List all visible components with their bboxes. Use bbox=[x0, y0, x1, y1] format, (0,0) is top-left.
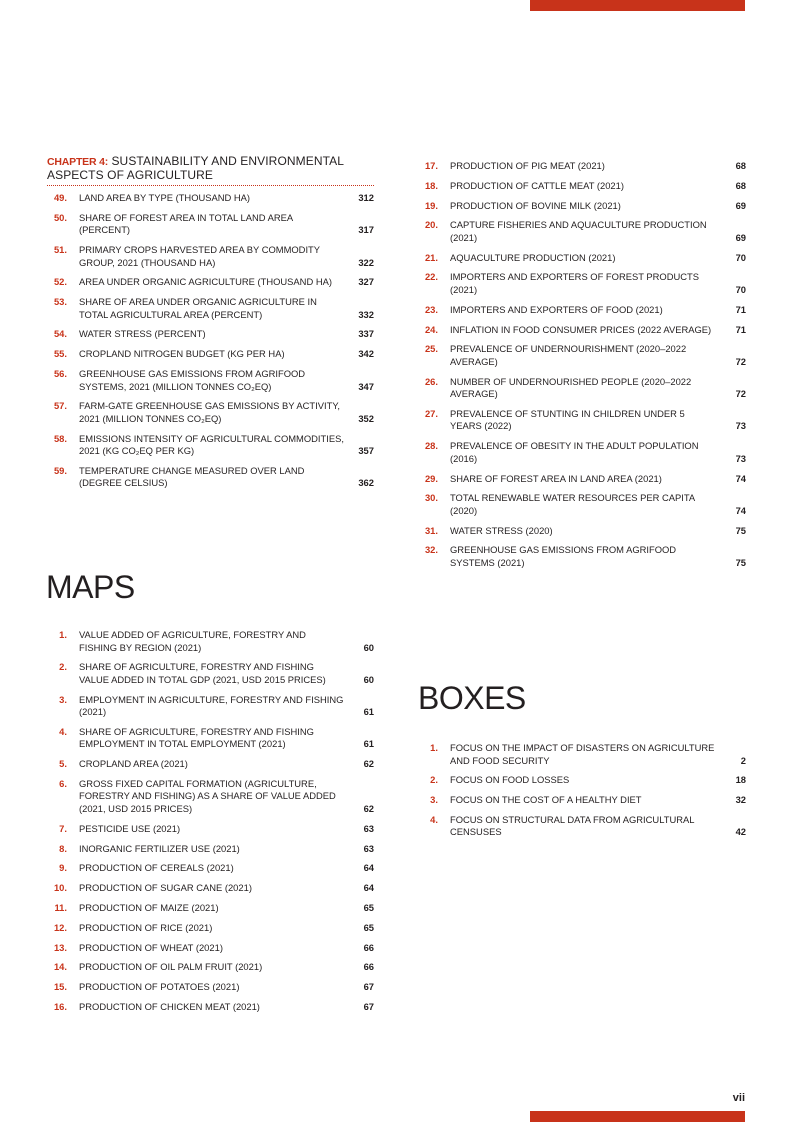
entry-page-number: 71 bbox=[735, 303, 746, 315]
entry-page-number: 60 bbox=[363, 673, 374, 685]
entry-page-number: 70 bbox=[735, 251, 746, 263]
entry-page-number: 74 bbox=[735, 472, 746, 484]
entry-page-number: 71 bbox=[735, 323, 746, 335]
entry-page-number: 2 bbox=[740, 754, 746, 766]
entry-title: SHARE OF AREA UNDER ORGANIC AGRICULTURE IN TOTAL AGRICULTURAL AREA (PERCENT) bbox=[79, 296, 317, 320]
entry-title: PRODUCTION OF OIL PALM FRUIT (2021) bbox=[79, 961, 263, 973]
toc-entry[interactable] bbox=[47, 400, 374, 425]
entry-page-number: 62 bbox=[363, 802, 374, 814]
entry-number: 10. bbox=[53, 882, 67, 894]
entry-number: 2. bbox=[59, 661, 67, 673]
toc-entry[interactable] bbox=[418, 304, 746, 317]
toc-entry[interactable] bbox=[418, 343, 746, 368]
boxes-heading: BOXES bbox=[418, 680, 526, 716]
toc-entry[interactable] bbox=[418, 180, 746, 193]
entry-title: GROSS FIXED CAPITAL FORMATION (AGRICULTURE, FORESTRY AND FISHING) AS A SHARE OF VALUE ADDED (2021, USD 2015 PRICES) bbox=[79, 777, 336, 814]
toc-entry[interactable] bbox=[47, 296, 374, 321]
toc-entry[interactable] bbox=[47, 758, 374, 771]
entry-title: PRIMARY CROPS HARVESTED AREA BY COMMODITY GROUP, 2021 (THOUSAND HA) bbox=[79, 244, 320, 268]
entry-title: FOCUS ON THE IMPACT OF DISASTERS ON AGRICULTURE AND FOOD SECURITY bbox=[450, 742, 715, 766]
entry-title: FOCUS ON THE COST OF A HEALTHY DIET bbox=[450, 794, 642, 806]
toc-entry[interactable] bbox=[418, 160, 746, 173]
toc-entry[interactable] bbox=[47, 726, 374, 751]
entry-page-number: 63 bbox=[363, 842, 374, 854]
entry-number: 1. bbox=[59, 629, 67, 640]
entry-number: 13. bbox=[53, 941, 67, 953]
entry-number: 8. bbox=[59, 842, 67, 854]
entry-title: PRODUCTION OF CHICKEN MEAT (2021) bbox=[79, 1000, 260, 1012]
entry-number: 26. bbox=[424, 375, 438, 387]
entry-number: 52. bbox=[53, 276, 67, 288]
entry-number: 32. bbox=[424, 544, 438, 556]
entry-number: 2. bbox=[430, 774, 438, 786]
toc-entry[interactable] bbox=[47, 862, 374, 875]
entry-number: 7. bbox=[59, 822, 67, 834]
entry-title: FARM-GATE GREENHOUSE GAS EMISSIONS BY ACTIVITY, 2021 (MILLION TONNES CO₂EQ) bbox=[79, 400, 340, 424]
entry-title: CROPLAND NITROGEN BUDGET (KG PER HA) bbox=[79, 348, 285, 360]
entry-number: 28. bbox=[424, 440, 438, 452]
chapter-4-heading bbox=[47, 155, 374, 186]
toc-entry[interactable] bbox=[47, 942, 374, 955]
toc-entry[interactable] bbox=[418, 525, 746, 538]
entry-title: GREENHOUSE GAS EMISSIONS FROM AGRIFOOD SYSTEMS, 2021 (MILLION TONNES CO₂EQ) bbox=[79, 368, 306, 392]
toc-entry[interactable] bbox=[47, 694, 374, 719]
maps-list-left bbox=[47, 629, 374, 1021]
entry-page-number: 61 bbox=[363, 706, 374, 718]
entry-page-number: 69 bbox=[735, 231, 746, 243]
entry-page-number: 32 bbox=[735, 794, 746, 806]
boxes-entry-list bbox=[418, 742, 746, 839]
entry-page-number: 72 bbox=[735, 388, 746, 400]
entry-page-number: 60 bbox=[363, 641, 374, 653]
toc-entry[interactable] bbox=[418, 271, 746, 296]
toc-entry[interactable] bbox=[418, 774, 746, 787]
entry-number: 17. bbox=[424, 160, 438, 171]
entry-number: 3. bbox=[430, 794, 438, 806]
toc-entry[interactable] bbox=[418, 544, 746, 569]
bottom-accent-bar bbox=[530, 1111, 745, 1122]
entry-page-number: 66 bbox=[363, 941, 374, 953]
entry-page-number: 73 bbox=[735, 420, 746, 432]
entry-number: 24. bbox=[424, 323, 438, 335]
entry-title: EMISSIONS INTENSITY OF AGRICULTURAL COMMODITIES, 2021 (KG CO₂EQ PER KG) bbox=[79, 432, 344, 457]
entry-page-number: 42 bbox=[735, 826, 746, 838]
entry-title: SHARE OF FOREST AREA IN LAND AREA (2021) bbox=[450, 472, 662, 484]
entry-page-number: 362 bbox=[358, 477, 374, 489]
entry-number: 1. bbox=[430, 742, 438, 753]
entry-title: PRODUCTION OF RICE (2021) bbox=[79, 921, 213, 933]
toc-entry[interactable] bbox=[47, 348, 374, 361]
entry-number: 22. bbox=[424, 271, 438, 283]
toc-entry[interactable] bbox=[47, 328, 374, 341]
entry-title: PESTICIDE USE (2021) bbox=[79, 822, 181, 834]
entry-title: PRODUCTION OF CEREALS (2021) bbox=[79, 862, 234, 874]
entry-page-number: 18 bbox=[735, 774, 746, 786]
toc-entry[interactable] bbox=[47, 961, 374, 974]
boxes-list bbox=[418, 742, 746, 846]
entry-number: 20. bbox=[424, 219, 438, 231]
entry-title: PRODUCTION OF CATTLE MEAT (2021) bbox=[450, 179, 624, 191]
toc-entry[interactable] bbox=[418, 473, 746, 486]
toc-entry[interactable] bbox=[418, 492, 746, 517]
entry-number: 5. bbox=[59, 758, 67, 770]
entry-number: 51. bbox=[53, 244, 67, 256]
entry-number: 29. bbox=[424, 472, 438, 484]
entry-title: FOCUS ON STRUCTURAL DATA FROM AGRICULTURAL CENSUSES bbox=[450, 813, 695, 838]
entry-title: PRODUCTION OF SUGAR CANE (2021) bbox=[79, 882, 252, 894]
entry-title: PREVALENCE OF STUNTING IN CHILDREN UNDER 5 YEARS (2022) bbox=[450, 407, 685, 432]
entry-page-number: 65 bbox=[363, 921, 374, 933]
maps-entry-list-right bbox=[418, 160, 746, 569]
entry-title: PRODUCTION OF POTATOES (2021) bbox=[79, 981, 240, 993]
entry-title: PRODUCTION OF MAIZE (2021) bbox=[79, 901, 219, 913]
entry-number: 27. bbox=[424, 407, 438, 419]
entry-title: VALUE ADDED OF AGRICULTURE, FORESTRY AND FISHING BY REGION (2021) bbox=[79, 629, 306, 653]
entry-page-number: 347 bbox=[358, 380, 374, 392]
entry-title: PRODUCTION OF PIG MEAT (2021) bbox=[450, 160, 605, 171]
toc-entry[interactable] bbox=[418, 814, 746, 839]
entry-page-number: 322 bbox=[358, 256, 374, 268]
entry-number: 4. bbox=[430, 813, 438, 825]
maps-list-right bbox=[418, 160, 746, 577]
entry-number: 19. bbox=[424, 199, 438, 211]
entry-number: 53. bbox=[53, 296, 67, 308]
entry-page-number: 73 bbox=[735, 452, 746, 464]
toc-entry[interactable] bbox=[47, 661, 374, 686]
entry-title: TOTAL RENEWABLE WATER RESOURCES PER CAPITA (2020) bbox=[450, 492, 695, 516]
entry-page-number: 312 bbox=[358, 192, 374, 203]
toc-entry[interactable] bbox=[418, 219, 746, 244]
entry-title: CROPLAND AREA (2021) bbox=[79, 758, 188, 770]
maps-heading: MAPS bbox=[46, 569, 135, 605]
entry-page-number: 64 bbox=[363, 862, 374, 874]
entry-number: 16. bbox=[53, 1000, 67, 1012]
entry-title: AQUACULTURE PRODUCTION (2021) bbox=[450, 251, 616, 263]
entry-page-number: 74 bbox=[735, 504, 746, 516]
entry-title: TEMPERATURE CHANGE MEASURED OVER LAND (DEGREE CELSIUS) bbox=[79, 464, 305, 489]
entry-number: 25. bbox=[424, 343, 438, 355]
entry-page-number: 66 bbox=[363, 961, 374, 973]
entry-page-number: 62 bbox=[363, 758, 374, 770]
entry-number: 59. bbox=[53, 464, 67, 476]
entry-number: 11. bbox=[54, 901, 67, 913]
page-number: vii bbox=[732, 1092, 745, 1104]
entry-title: SHARE OF FOREST AREA IN TOTAL LAND AREA (PERCENT) bbox=[79, 211, 293, 236]
toc-entry[interactable] bbox=[418, 252, 746, 265]
entry-number: 30. bbox=[424, 492, 438, 504]
maps-entry-list-left bbox=[47, 629, 374, 1013]
entry-page-number: 337 bbox=[358, 328, 374, 340]
toc-entry[interactable] bbox=[418, 408, 746, 433]
entry-number: 9. bbox=[59, 862, 67, 874]
entry-page-number: 342 bbox=[358, 348, 374, 360]
entry-page-number: 68 bbox=[735, 160, 746, 171]
entry-number: 14. bbox=[53, 961, 67, 973]
toc-entry[interactable] bbox=[47, 902, 374, 915]
entry-title: INFLATION IN FOOD CONSUMER PRICES (2022 AVERAGE) bbox=[450, 323, 712, 335]
toc-entry[interactable] bbox=[418, 794, 746, 807]
entry-title: PREVALENCE OF OBESITY IN THE ADULT POPULATION (2016) bbox=[450, 440, 699, 464]
entry-number: 54. bbox=[53, 328, 67, 340]
toc-entry[interactable] bbox=[47, 1001, 374, 1014]
entry-title: EMPLOYMENT IN AGRICULTURE, FORESTRY AND FISHING (2021) bbox=[79, 693, 344, 718]
entry-title: CAPTURE FISHERIES AND AQUACULTURE PRODUCTION (2021) bbox=[450, 219, 707, 243]
entry-number: 50. bbox=[53, 211, 67, 223]
chapter-4-section bbox=[47, 155, 374, 497]
toc-entry[interactable] bbox=[47, 778, 374, 816]
toc-entry[interactable] bbox=[47, 368, 374, 393]
toc-entry[interactable] bbox=[47, 922, 374, 935]
entry-number: 3. bbox=[59, 693, 67, 705]
chapter-4-entry-list bbox=[47, 192, 374, 490]
entry-number: 21. bbox=[424, 251, 438, 263]
entry-title: IMPORTERS AND EXPORTERS OF FOOD (2021) bbox=[450, 303, 663, 315]
entry-page-number: 61 bbox=[363, 738, 374, 750]
chapter-label: CHAPTER 4: bbox=[47, 156, 109, 168]
entry-number: 15. bbox=[53, 981, 67, 993]
toc-entry[interactable] bbox=[47, 882, 374, 895]
entry-page-number: 69 bbox=[735, 199, 746, 211]
entry-number: 4. bbox=[59, 725, 67, 737]
entry-page-number: 67 bbox=[363, 1000, 374, 1012]
toc-entry[interactable] bbox=[418, 440, 746, 465]
entry-page-number: 63 bbox=[363, 822, 374, 834]
entry-number: 23. bbox=[424, 303, 438, 315]
top-accent-bar bbox=[530, 0, 745, 11]
entry-title: SHARE OF AGRICULTURE, FORESTRY AND FISHING EMPLOYMENT IN TOTAL EMPLOYMENT (2021) bbox=[79, 725, 314, 750]
entry-number: 58. bbox=[53, 432, 67, 444]
toc-entry[interactable] bbox=[47, 629, 374, 654]
entry-number: 49. bbox=[53, 192, 67, 203]
toc-entry[interactable] bbox=[418, 742, 746, 767]
entry-number: 6. bbox=[59, 777, 67, 789]
entry-page-number: 352 bbox=[358, 412, 374, 424]
entry-page-number: 65 bbox=[363, 901, 374, 913]
entry-page-number: 72 bbox=[735, 355, 746, 367]
entry-title: AREA UNDER ORGANIC AGRICULTURE (THOUSAND HA) bbox=[79, 276, 332, 288]
entry-number: 56. bbox=[53, 368, 67, 380]
entry-number: 18. bbox=[424, 179, 438, 191]
entry-page-number: 357 bbox=[358, 445, 374, 457]
toc-entry[interactable] bbox=[47, 192, 374, 205]
entry-page-number: 70 bbox=[735, 283, 746, 295]
entry-title: PRODUCTION OF WHEAT (2021) bbox=[79, 941, 223, 953]
toc-entry[interactable] bbox=[418, 376, 746, 401]
entry-title: LAND AREA BY TYPE (THOUSAND HA) bbox=[79, 192, 251, 203]
entry-title: INORGANIC FERTILIZER USE (2021) bbox=[79, 842, 240, 854]
entry-title: PREVALENCE OF UNDERNOURISHMENT (2020–2022 AVERAGE) bbox=[450, 343, 687, 367]
entry-page-number: 67 bbox=[363, 981, 374, 993]
toc-entry[interactable] bbox=[47, 433, 374, 458]
entry-title: FOCUS ON FOOD LOSSES bbox=[450, 774, 570, 786]
entry-title: IMPORTERS AND EXPORTERS OF FOREST PRODUCTS (2021) bbox=[450, 271, 699, 295]
entry-page-number: 317 bbox=[358, 224, 374, 236]
toc-entry[interactable] bbox=[47, 981, 374, 994]
entry-page-number: 75 bbox=[735, 524, 746, 536]
toc-entry[interactable] bbox=[47, 276, 374, 289]
toc-entry[interactable] bbox=[47, 843, 374, 856]
entry-number: 31. bbox=[424, 524, 438, 536]
entry-number: 55. bbox=[53, 348, 67, 360]
entry-title: NUMBER OF UNDERNOURISHED PEOPLE (2020–2022 AVERAGE) bbox=[450, 375, 692, 400]
entry-title: SHARE OF AGRICULTURE, FORESTRY AND FISHING VALUE ADDED IN TOTAL GDP (2021, USD 2015 PRICES) bbox=[79, 661, 326, 685]
entry-page-number: 332 bbox=[358, 308, 374, 320]
entry-number: 12. bbox=[53, 921, 67, 933]
toc-entry[interactable] bbox=[47, 212, 374, 237]
entry-title: WATER STRESS (2020) bbox=[450, 524, 553, 536]
entry-page-number: 75 bbox=[735, 556, 746, 568]
entry-title: GREENHOUSE GAS EMISSIONS FROM AGRIFOOD SYSTEMS (2021) bbox=[450, 544, 677, 568]
toc-entry[interactable] bbox=[47, 465, 374, 490]
entry-page-number: 68 bbox=[735, 179, 746, 191]
entry-page-number: 327 bbox=[358, 276, 374, 288]
toc-entry[interactable] bbox=[418, 324, 746, 337]
toc-entry[interactable] bbox=[47, 823, 374, 836]
toc-entry[interactable] bbox=[418, 200, 746, 213]
chapter-title: SUSTAINABILITY AND ENVIRONMENTAL ASPECTS OF AGRICULTURE bbox=[47, 154, 344, 182]
entry-page-number: 64 bbox=[363, 882, 374, 894]
entry-title: PRODUCTION OF BOVINE MILK (2021) bbox=[450, 199, 621, 211]
entry-number: 57. bbox=[53, 400, 67, 412]
toc-entry[interactable] bbox=[47, 244, 374, 269]
entry-title: WATER STRESS (PERCENT) bbox=[79, 328, 206, 340]
